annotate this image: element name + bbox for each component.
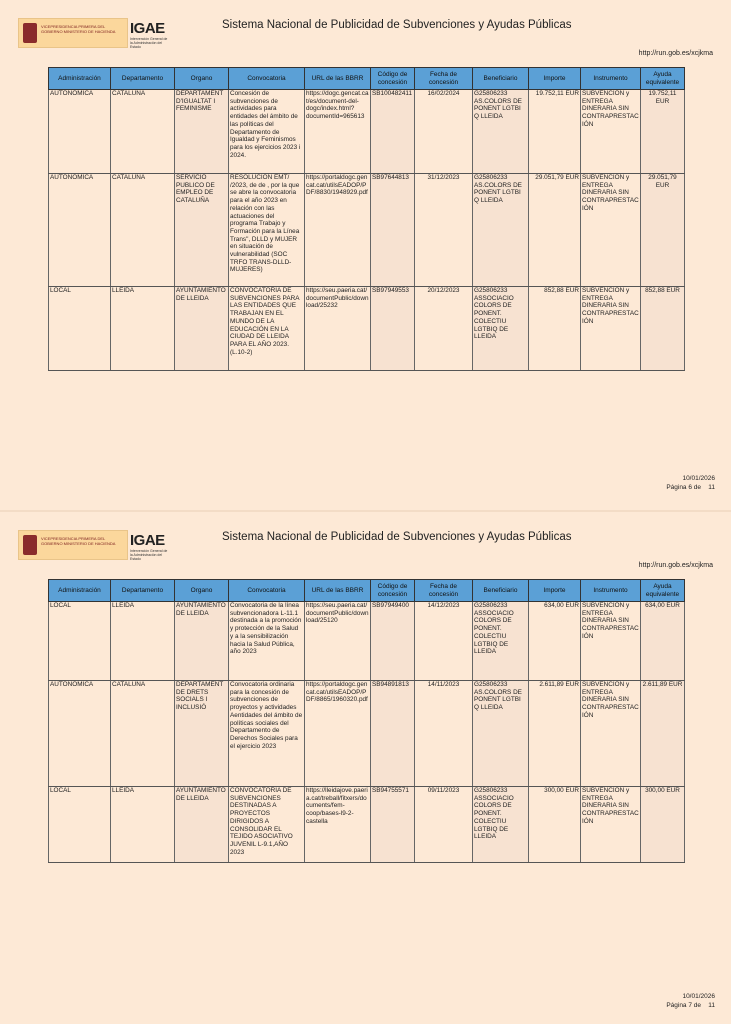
cell-codigo: SB97949400 <box>371 602 415 681</box>
cell-codigo: SB94891813 <box>371 681 415 787</box>
subsidies-table <box>48 67 685 371</box>
cell-url[interactable]: https://seu.paeria.cat/documentPublic/download/25232 <box>305 287 371 371</box>
cell-dept: CATALUÑA <box>111 681 175 787</box>
table-header-row <box>49 68 685 90</box>
cell-beneficiario: G25806233 ASSOCIACIO COLORS DE PONENT. COLECTIU LGTBIQ DE LLEIDA <box>473 602 529 681</box>
page-title: Sistema Nacional de Publicidad de Subvenciones y Ayudas Públicas <box>222 19 572 31</box>
col-header: Ayuda equivalente <box>641 68 685 90</box>
coat-of-arms-icon <box>23 535 37 555</box>
col-header: Instrumento <box>581 580 641 602</box>
government-logo <box>18 18 128 48</box>
table-row <box>49 174 685 287</box>
cell-convocatoria: Convocatoria de la línea subvencionadora L-11.1 destinada a la promoción y protección de la Salud y a la sensibilización hacia la Salud Pública, año 2023 <box>229 602 305 681</box>
col-header: Ayuda equivalente <box>641 580 685 602</box>
col-header: Administración <box>49 580 111 602</box>
col-header: Fecha de concesión <box>415 68 473 90</box>
col-header: Organo <box>175 68 229 90</box>
cell-ayuda: 634,00 EUR <box>641 602 685 681</box>
coat-of-arms-icon <box>23 23 37 43</box>
igae-logo: IGAE <box>130 532 165 549</box>
government-logo <box>18 530 128 560</box>
cell-url[interactable]: https://portaldogc.gencat.cat/utilsEADOP/PDF/8830/1948929.pdf <box>305 174 371 287</box>
government-text: VICEPRESIDENCIA PRIMERA DEL GOBIERNO MINISTERIO DE HACIENDA <box>41 24 116 34</box>
cell-beneficiario: G25806233 AS.COLORS DE PONENT LGTBI Q LLEIDA <box>473 174 529 287</box>
cell-ayuda: 2.611,89 EUR <box>641 681 685 787</box>
col-header: Convocatoria <box>229 68 305 90</box>
cell-admin: AUTONOMICA <box>49 681 111 787</box>
cell-instrumento: SUBVENCIÓN y ENTREGA DINERARIA SIN CONTRAPRESTACIÓN <box>581 681 641 787</box>
cell-admin: AUTONOMICA <box>49 90 111 174</box>
cell-ayuda: 300,00 EUR <box>641 787 685 863</box>
cell-convocatoria: Concesión de subvenciones de actividades para entidades del ámbito de las políticas del Departamento de Igualdad y Feminismos para los ejercicios 2023 i 2024. <box>229 90 305 174</box>
cell-fecha: 16/02/2024 <box>415 90 473 174</box>
table-row <box>49 90 685 174</box>
cell-fecha: 31/12/2023 <box>415 174 473 287</box>
cell-organo: AYUNTAMIENTO DE LLEIDA <box>175 602 229 681</box>
cell-admin: LOCAL <box>49 287 111 371</box>
footer-date: 10/01/2026 <box>682 993 715 1000</box>
col-header: Código de concesión <box>371 580 415 602</box>
cell-dept: CATALUÑA <box>111 90 175 174</box>
cell-codigo: SB97644813 <box>371 174 415 287</box>
col-header: Organo <box>175 580 229 602</box>
cell-importe: 2.611,89 EUR <box>529 681 581 787</box>
table-row <box>49 681 685 787</box>
cell-beneficiario: G25806233 AS.COLORS DE PONENT LGTBI Q LLEIDA <box>473 681 529 787</box>
col-header: URL de las BBRR <box>305 68 371 90</box>
col-header: Convocatoria <box>229 580 305 602</box>
page-title: Sistema Nacional de Publicidad de Subvenciones y Ayudas Públicas <box>222 531 572 543</box>
cell-instrumento: SUBVENCIÓN y ENTREGA DINERARIA SIN CONTRAPRESTACIÓN <box>581 174 641 287</box>
col-header: Beneficiario <box>473 580 529 602</box>
government-text: VICEPRESIDENCIA PRIMERA DEL GOBIERNO MINISTERIO DE HACIENDA <box>41 536 116 546</box>
cell-instrumento: SUBVENCIÓN y ENTREGA DINERARIA SIN CONTRAPRESTACIÓN <box>581 287 641 371</box>
short-url-link[interactable]: http://run.gob.es/xcjkma <box>638 50 713 57</box>
col-header: Código de concesión <box>371 68 415 90</box>
footer-page-number: Página 7 de 11 <box>666 1002 715 1009</box>
cell-importe: 300,00 EUR <box>529 787 581 863</box>
cell-codigo: SB100482411 <box>371 90 415 174</box>
col-header: Departamento <box>111 68 175 90</box>
cell-organo: DEPARTAMENT D'IGUALTAT I FEMINISME <box>175 90 229 174</box>
cell-codigo: SB94755571 <box>371 787 415 863</box>
cell-importe: 19.752,11 EUR <box>529 90 581 174</box>
table-header-row <box>49 580 685 602</box>
col-header: Beneficiario <box>473 68 529 90</box>
cell-convocatoria: CONVOCATORIA DE SUBVENCIONES PARA LAS ENTIDADES QUE TRABAJAN EN EL MUNDO DE LA EDUCACIÓN EN LA CIUDAD DE LLEIDA PARA EL AÑO 2023. (L.10-2) <box>229 287 305 371</box>
cell-convocatoria: RESOLUCIÓN EMT/ /2023, de de , por la que se abre la convocatoria para el año 2023 en relación con las actuaciones del programa Trabajo y Formación para la Línea Trans", DLLD y MUJER en situación de vulnerabilidad (SOC TRFO TRANS-DLLD-MUJERES) <box>229 174 305 287</box>
table-row <box>49 787 685 863</box>
cell-beneficiario: G25806233 ASSOCIACIO COLORS DE PONENT. COLECTIU LGTBIQ DE LLEIDA <box>473 287 529 371</box>
cell-instrumento: SUBVENCIÓN y ENTREGA DINERARIA SIN CONTRAPRESTACIÓN <box>581 602 641 681</box>
cell-instrumento: SUBVENCIÓN y ENTREGA DINERARIA SIN CONTRAPRESTACIÓN <box>581 787 641 863</box>
cell-beneficiario: G25806233 ASSOCIACIO COLORS DE PONENT. COLECTIU LGTBIQ DE LLEIDA <box>473 787 529 863</box>
cell-fecha: 09/11/2023 <box>415 787 473 863</box>
cell-url[interactable]: https://dogc.gencat.cat/es/document-del-dogc/index.html?documentId=965613 <box>305 90 371 174</box>
table-row <box>49 287 685 371</box>
report-page-7 <box>0 512 731 1024</box>
cell-dept: LLEIDA <box>111 287 175 371</box>
cell-codigo: SB97949553 <box>371 287 415 371</box>
cell-dept: CATALUÑA <box>111 174 175 287</box>
cell-url[interactable]: https://seu.paeria.cat/documentPublic/download/25120 <box>305 602 371 681</box>
col-header: Fecha de concesión <box>415 580 473 602</box>
cell-instrumento: SUBVENCIÓN y ENTREGA DINERARIA SIN CONTRAPRESTACIÓN <box>581 90 641 174</box>
cell-beneficiario: G25806233 AS.COLORS DE PONENT LGTBI Q LLEIDA <box>473 90 529 174</box>
cell-convocatoria: CONVOCATORIA DE SUBVENCIONES DESTINADAS A PROYECTOS DIRIGIDOS A CONSOLIDAR EL TEJIDO ASOCIATIVO JUVENIL L-9.1,AÑO 2023 <box>229 787 305 863</box>
footer-page-number: Página 6 de 11 <box>666 484 715 491</box>
cell-url[interactable]: https://lleidajove.paeria.cat/treball/fitxers/documents/fem-coop/bases-l9-2-castella <box>305 787 371 863</box>
cell-fecha: 14/12/2023 <box>415 602 473 681</box>
cell-ayuda: 852,88 EUR <box>641 287 685 371</box>
cell-admin: LOCAL <box>49 602 111 681</box>
cell-organo: AYUNTAMIENTO DE LLEIDA <box>175 787 229 863</box>
cell-importe: 852,88 EUR <box>529 287 581 371</box>
page-footer <box>666 474 715 492</box>
cell-dept: LLEIDA <box>111 602 175 681</box>
cell-organo: DEPARTAMENT DE DRETS SOCIALS I INCLUSIÓ <box>175 681 229 787</box>
cell-dept: LLEIDA <box>111 787 175 863</box>
cell-importe: 29.051,79 EUR <box>529 174 581 287</box>
cell-admin: LOCAL <box>49 787 111 863</box>
short-url-link[interactable]: http://run.gob.es/xcjkma <box>638 562 713 569</box>
cell-fecha: 20/12/2023 <box>415 287 473 371</box>
cell-organo: SERVICIO PUBLICO DE EMPLEO DE CATALUÑA <box>175 174 229 287</box>
cell-admin: AUTONOMICA <box>49 174 111 287</box>
igae-subtitle: Intervención General de la Administración del Estado <box>130 37 168 49</box>
col-header: Administración <box>49 68 111 90</box>
cell-url[interactable]: https://portaldogc.gencat.cat/utilsEADOP/PDF/8865/1960320.pdf <box>305 681 371 787</box>
page-footer <box>666 992 715 1010</box>
table-row <box>49 602 685 681</box>
igae-subtitle: Intervención General de la Administración del Estado <box>130 549 168 561</box>
col-header: Instrumento <box>581 68 641 90</box>
col-header: Importe <box>529 68 581 90</box>
col-header: Departamento <box>111 580 175 602</box>
cell-organo: AYUNTAMIENTO DE LLEIDA <box>175 287 229 371</box>
cell-ayuda: 29.051,79 EUR <box>641 174 685 287</box>
cell-fecha: 14/11/2023 <box>415 681 473 787</box>
col-header: URL de las BBRR <box>305 580 371 602</box>
cell-convocatoria: Convocatoria ordinaria para la concesión de subvenciones de proyectos y actividades Aentidades del ámbito de políticas sociales del Departamento de Derechos Sociales para el ejercicio 2023 <box>229 681 305 787</box>
igae-logo: IGAE <box>130 20 165 37</box>
subsidies-table <box>48 579 685 863</box>
cell-ayuda: 19.752,11 EUR <box>641 90 685 174</box>
cell-importe: 634,00 EUR <box>529 602 581 681</box>
footer-date: 10/01/2026 <box>682 475 715 482</box>
col-header: Importe <box>529 580 581 602</box>
